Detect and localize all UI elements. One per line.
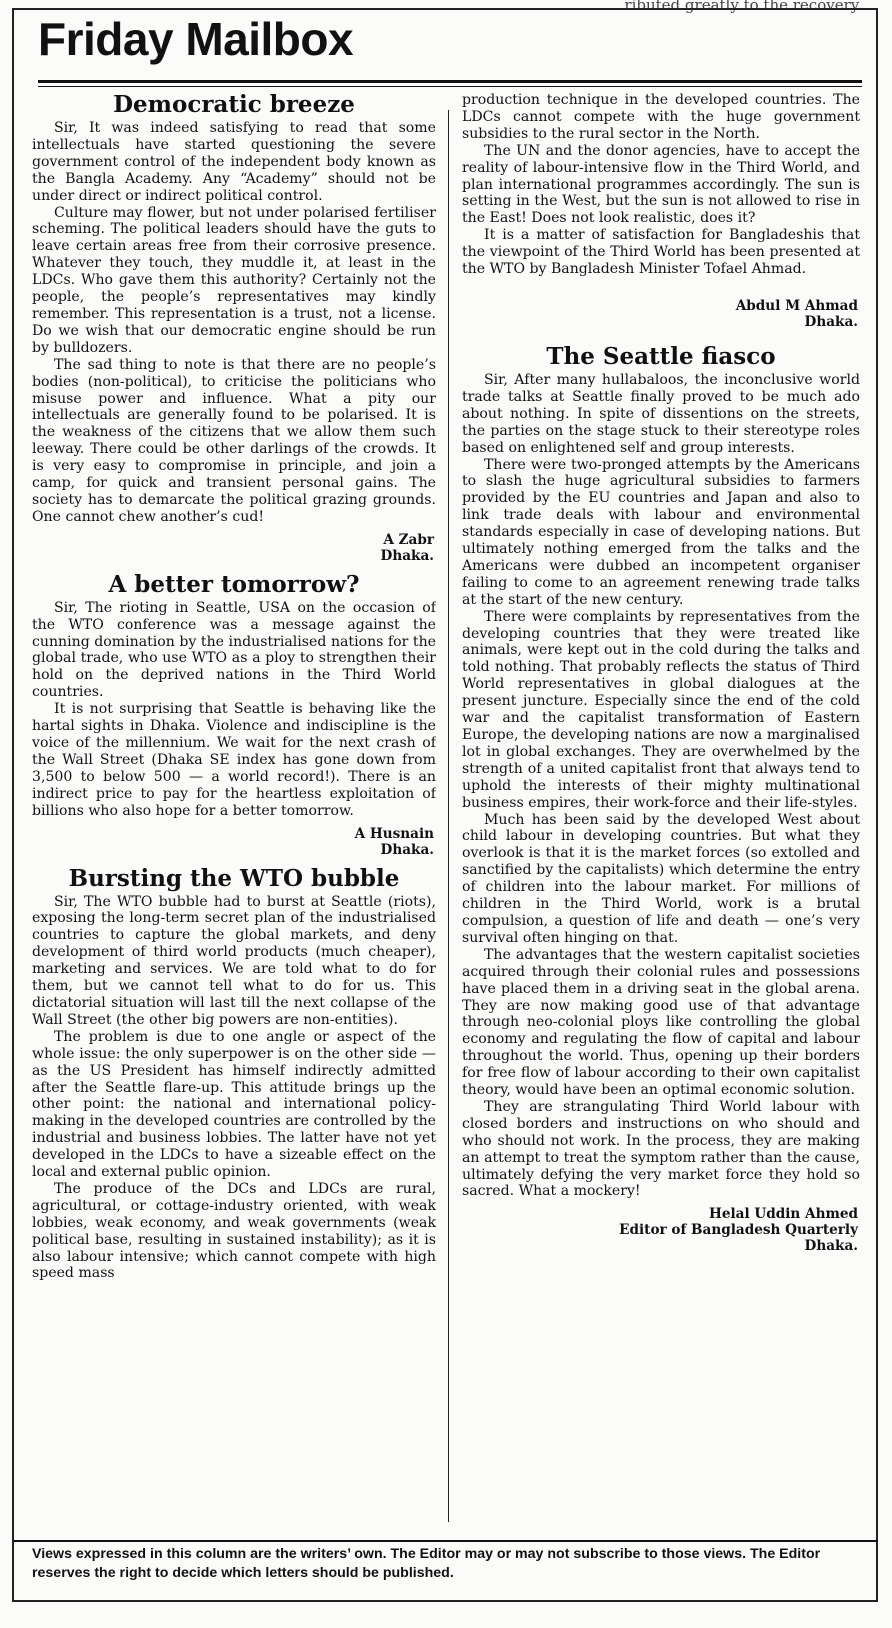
letter-paragraph: Much has been said by the developed West about child labour in developing countries. But what they overlook is that it is the market forces (so extolled and sanctified by the capitalists) which determine the entry of children into the labour market. For millions of children in the Third World, work is a brutal compulsion, a question of life and death — one’s very survival often hinging on that. (462, 811, 860, 946)
signature-name: Helal Uddin Ahmed (709, 1206, 858, 1223)
letter-title: A better tomorrow? (108, 570, 360, 598)
signature-name: A Husnain (354, 825, 434, 842)
letter-paragraph: Sir, The WTO bubble had to burst at Seattle (riots), exposing the long-term secret plan of the industrialised countries to capture the global markets, and deny development of third world products (much cheaper), marketing and services. We are told what to do for them, but we cannot tell what to do for us. This dictatorial situation will last till the next collapse of the Wall Street (the other big powers are non-entities). (32, 893, 436, 1028)
letter-paragraph: Sir, It was indeed satisfying to read that some intellectuals have started questioning the severe government control of the independent body known as the Bangla Academy. Any “Academy” should not be under direct or indirect political control. (32, 120, 436, 204)
letter-bursting-the-wto-bubble (32, 866, 436, 1283)
letter-paragraph: The sad thing to note is that there are no people’s bodies (non-political), to criticise the politicians who misuse power and influence. What a pity our intellectuals are generally found to be polarised. It is the weakness of the citizens that we allow them such leeway. There could be other darlings of the crowds. It is very easy to compromise in principle, and join a camp, for quick and transient personal gains. The society has to demarcate the political grazing grounds. One cannot chew another’s cud! (32, 356, 436, 525)
right-column (462, 92, 860, 1534)
letter-signature (462, 1206, 858, 1254)
letter-paragraph: They are strangulating Third World labour with closed borders and instructions on who should and who should not work. In the process, they are making an attempt to treat the symptom rather than the cause, ultimately defying the very market force they hold so sacred. What a mockery! (462, 1098, 860, 1200)
letter-paragraph: There were complaints by representatives from the developing countries that they were treated like animals, were kept out in the cold during the talks and told nothing. That probably reflects the status of Third World representatives in global dialogues at the present juncture. Especially since the end of the cold war and the capitalist transformation of Eastern Europe, the developing nations are now a marginalised lot in global exchanges. They are overwhelmed by the strength of a united capitalist front that always tend to uphold the interests of their mighty multinational business empires, their work-force and their life-styles. (462, 608, 860, 811)
letter-a-better-tomorrow (32, 572, 436, 858)
letter-paragraph: It is a matter of satisfaction for Bangladeshis that the viewpoint of the Third World has been presented at the WTO by Bangladesh Minister Tofael Ahmad. (462, 227, 860, 278)
signature-place: Dhaka. (380, 841, 434, 858)
letter-signature (32, 826, 434, 858)
letter-the-seattle-fiasco (462, 344, 860, 1254)
previous-article-fragment: …ributed greatly to the recovery. (609, 0, 862, 14)
left-column (32, 92, 436, 1534)
letter-paragraph: Sir, The rioting in Seattle, USA on the occasion of the WTO conference was a message against the cunning domination by the industrialised nations for the global trade, who use WTO as a ploy to strengthen their hold on the deprived nations in the Third World countries. (32, 599, 436, 701)
letter-title: Democratic breeze (113, 92, 355, 118)
column-divider (448, 110, 449, 1522)
signature-title: Editor of Bangladesh Quarterly (619, 1222, 858, 1239)
signature-name: A Zabr (383, 531, 434, 548)
letter-paragraph: production technique in the developed countries. The LDCs cannot compete with the huge government subsidies to the rural sector in the North. (462, 92, 860, 142)
letter-title: Bursting the WTO bubble (68, 864, 400, 892)
letter-paragraph: The advantages that the western capitalist societies acquired through their colonial rules and possessions have placed them in a driving seat in the global arena. They are now making good use of that advantage through neo-colonial ploys like controlling the global economy and regulating the flow of capital and labour throughout the world. Thus, opening up their borders for free flow of labour according to their own capitalist theory, would have been an optimal economic solution. (462, 946, 860, 1099)
letter-democratic-breeze (32, 92, 436, 564)
letter-signature (32, 532, 434, 564)
editorial-disclaimer: Views expressed in this column are the writers’ own. The Editor may or may not subscribe to those views. The Editor reserves the right to decide which letters should be published. (32, 1546, 821, 1581)
signature-place: Dhaka. (380, 547, 434, 564)
letter-title: The Seattle fiasco (546, 342, 776, 370)
masthead-rule (38, 80, 862, 83)
letter-continuation (462, 92, 860, 330)
letter-paragraph: The problem is due to one angle or aspect of the whole issue: the only superpower is on the other side — as the US President has himself indirectly admitted after the Seattle flare-up. This attitude brings up the other point: the national and international policy-making in the developed countries are controlled by the industrial and business lobbies. The latter have not yet developed in the LDCs to have a sizeable effect on the local and external public opinion. (32, 1028, 436, 1181)
letter-signature (462, 298, 858, 330)
masthead-rule-thin (38, 86, 862, 87)
letter-paragraph: The UN and the donor agencies, have to accept the reality of labour-intensive flow in the Third World, and plan international programmes accordingly. The sun is setting in the West, but the sun is not allowed to rise in the East! Does not look realistic, does it? (462, 142, 860, 227)
letter-paragraph: Culture may flower, but not under polarised fertiliser scheming. The political leaders should have the guts to leave certain areas free from their corrosive presence. Whatever they touch, they muddle it, at least in the LDCs. Who gave them this authority? Certainly not the people, the people’s representatives may kindly remember. This representation is a trust, not a license. Do we wish that our democratic engine should be run by bulldozers. (32, 204, 436, 356)
letter-paragraph: The produce of the DCs and LDCs are rural, agricultural, or cottage-industry oriented, with weak lobbies, weak economy, and weak governments (weak political base, resulting in sustained instability); as it is also labour intensive; which cannot compete with high speed mass (32, 1180, 436, 1282)
letter-paragraph: It is not surprising that Seattle is behaving like the hartal sights in Dhaka. Violence and indiscipline is the voice of the millennium. We wait for the next crash of the Wall Street (Dhaka SE index has gone down from 3,500 to below 500 — a world record!). There is an indirect price to pay for the heartless exploitation of billions who also hope for a better tomorrow. (32, 701, 436, 819)
signature-place: Dhaka. (804, 1238, 858, 1255)
footer-rule (14, 1540, 878, 1542)
section-masthead: Friday Mailbox (38, 13, 354, 65)
letter-paragraph: There were two-pronged attempts by the Americans to slash the huge agricultural subsidies to farmers provided by the EU countries and Japan and also to link trade deals with labour and environmental standards especially in case of developing nations. But ultimately nothing emerged from the talks and the Americans were dubbed an incompetent organiser failing to come to an agreement renewing trade talks at the start of the new century. (462, 456, 860, 608)
signature-name: Abdul M Ahmad (735, 297, 858, 314)
signature-place: Dhaka. (804, 313, 858, 330)
letter-paragraph: Sir, After many hullabaloos, the inconclusive world trade talks at Seattle finally proved to be much ado about nothing. In spite of dissentions on the streets, the parties on the stage stuck to their stereotype roles based on enlightened self and group interests. (462, 371, 860, 456)
